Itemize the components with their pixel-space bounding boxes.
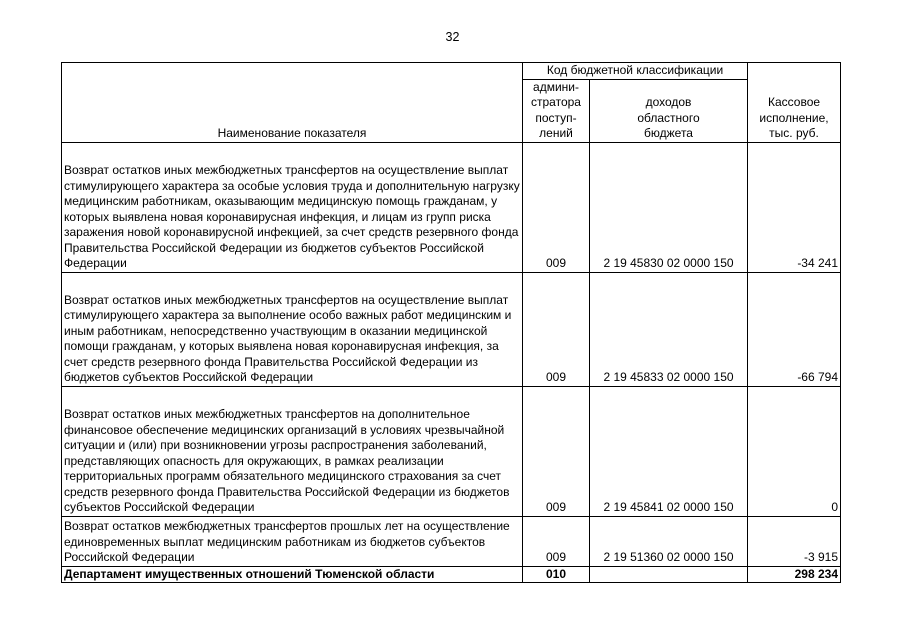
table-row [62, 142, 841, 272]
header-income [590, 79, 748, 142]
table-row [62, 386, 841, 516]
header-income-label: доходов областного бюджета [637, 95, 700, 140]
page-number: 32 [445, 30, 460, 44]
header-code-group [523, 63, 748, 80]
row-name: Возврат остатков иных межбюджетных трансфертов на осуществление выплат стимулирующего характера за выполнение особо важных работ медицинским и иным работникам, непосредственно участвующим в оказании медицинской помощи гражданам, у которых выявлена новая коронавирусная инфекция, за счет средств резервного фонда Правительства Российской Федерации из бюджетов субъектов Российской Федерации [62, 272, 523, 386]
row-amount: -66 794 [748, 272, 841, 386]
total-row [62, 566, 841, 582]
total-name: Департамент имущественных отношений Тюменской области [62, 566, 523, 582]
total-amount: 298 234 [748, 566, 841, 582]
total-admin-code: 010 [523, 566, 590, 582]
table-row [62, 272, 841, 386]
budget-report-table [61, 62, 841, 583]
row-name: Возврат остатков иных межбюджетных трансфертов на осуществление выплат стимулирующего характера за особые условия труда и дополнительную нагрузку медицинским работникам, оказывающим медицинскую помощь гражданам, у которых выявлена новая коронавирусная инфекция, и лицам из групп риска заражения новой коронавирусной инфекцией, за счет средств резервного фонда Правительства Российской Федерации из бюджетов субъектов Российской Федерации [62, 142, 523, 272]
header-name [62, 63, 523, 143]
row-amount: 0 [748, 386, 841, 516]
header-admin [523, 79, 590, 142]
table-row [62, 516, 841, 566]
row-admin-code: 009 [523, 142, 590, 272]
row-amount: -34 241 [748, 142, 841, 272]
header-execution [748, 63, 841, 143]
row-admin-code: 009 [523, 516, 590, 566]
row-income-code: 2 19 45833 02 0000 150 [590, 272, 748, 386]
row-admin-code: 009 [523, 386, 590, 516]
row-name: Возврат остатков межбюджетных трансфертов прошлых лет на осуществление единовременных выплат медицинским работникам из бюджетов субъектов Российской Федерации [62, 516, 523, 566]
header-code-group-label: Код бюджетной классификации [546, 63, 724, 77]
header-name-label: Наименование показателя [217, 126, 367, 140]
row-amount: -3 915 [748, 516, 841, 566]
row-income-code: 2 19 45830 02 0000 150 [590, 142, 748, 272]
header-row-1 [62, 63, 841, 80]
row-name: Возврат остатков иных межбюджетных трансфертов на дополнительное финансовое обеспечение медицинских организаций в условиях чрезвычайной ситуации и (или) при возникновении угрозы распространения заболеваний, представляющих опасность для окружающих, в рамках реализации территориальных программ обязательного медицинского страхования за счет средств резервного фонда Правительства Российской Федерации из бюджетов субъектов Российской Федерации [62, 386, 523, 516]
row-admin-code: 009 [523, 272, 590, 386]
row-income-code: 2 19 45841 02 0000 150 [590, 386, 748, 516]
total-income-code [590, 566, 748, 582]
row-income-code: 2 19 51360 02 0000 150 [590, 516, 748, 566]
header-execution-label: Кассовое исполнение, тыс. руб. [759, 95, 829, 140]
header-admin-label: админи- стратора поступ- лений [531, 79, 581, 140]
